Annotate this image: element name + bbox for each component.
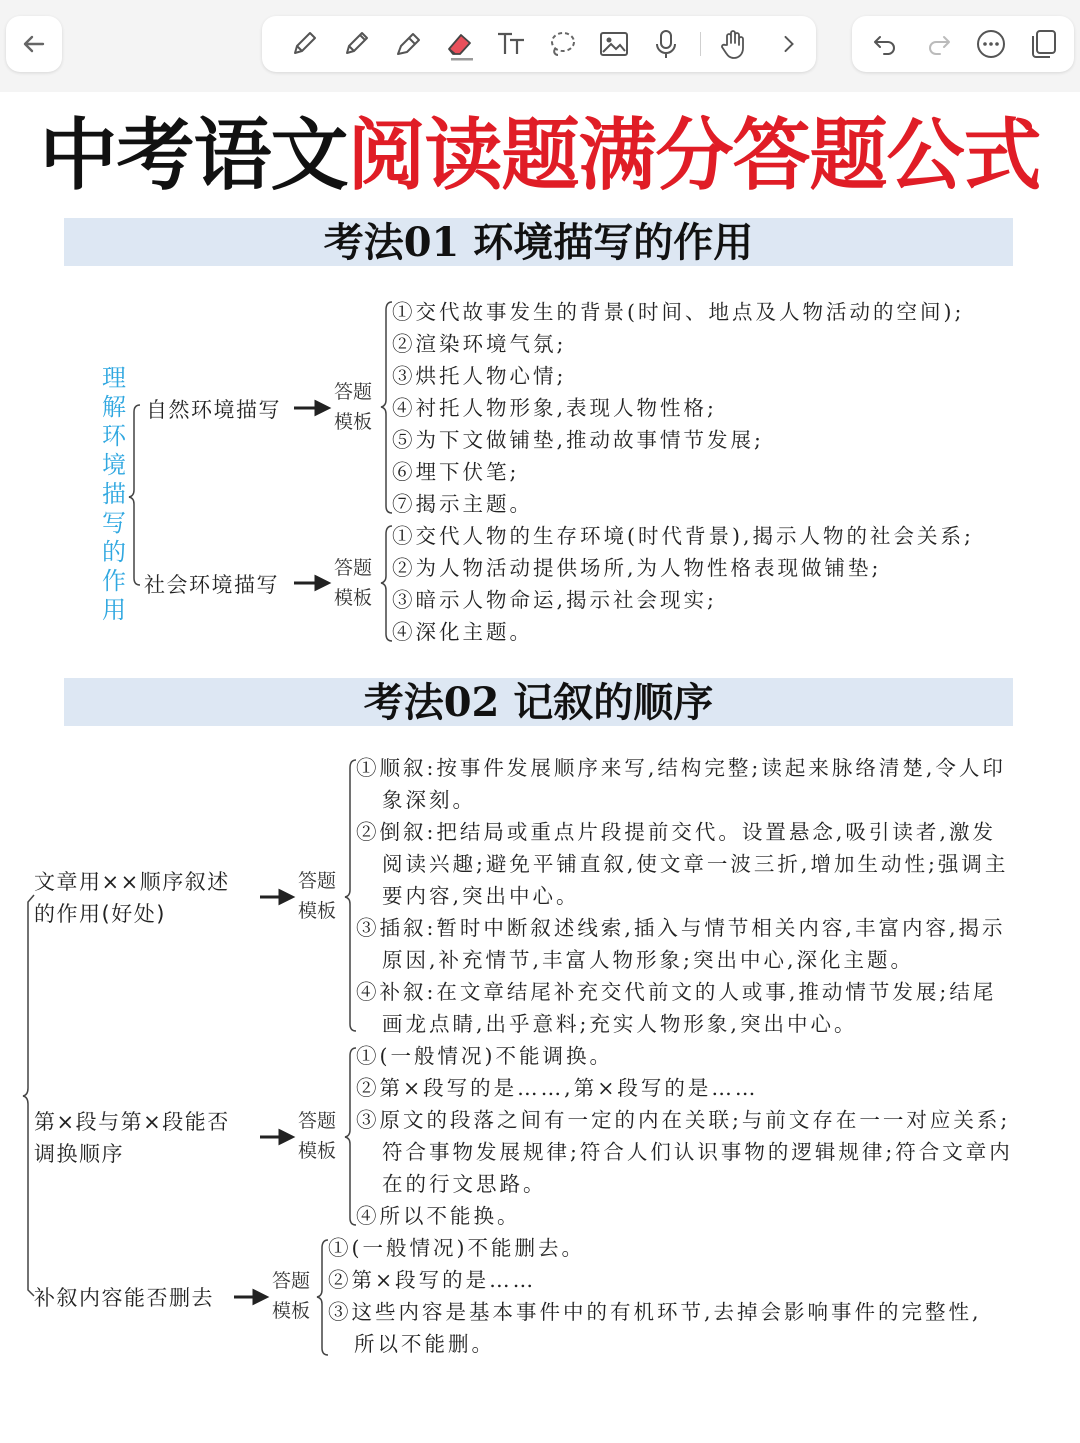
- brace-group3: [317, 1240, 328, 1355]
- group1-label-line1: 文章用××顺序叙述: [34, 870, 230, 894]
- text-line: 画龙点睛,出乎意料;充实人物形象,突出中心。: [382, 1012, 858, 1036]
- side-char: 写: [102, 509, 126, 537]
- brace-section1-main: [129, 405, 140, 585]
- section1-side-label: [98, 364, 130, 625]
- template-word: 答题: [333, 381, 372, 403]
- social-env-label: 社会环境描写: [144, 573, 279, 597]
- side-char: 理: [102, 364, 126, 392]
- template-word: 模板: [271, 1300, 310, 1322]
- template-word: 答题: [297, 1110, 336, 1132]
- text-line: ③原文的段落之间有一定的内在关联;与前文存在一一对应关系;: [356, 1108, 1011, 1132]
- group2-label-line2: 调换顺序: [34, 1142, 124, 1166]
- brace-social: [381, 526, 392, 641]
- text-line: 所以不能删。: [354, 1332, 495, 1356]
- brace-natural: [381, 302, 392, 513]
- list-item: ⑥埋下伏笔;: [392, 460, 520, 484]
- text-line: 象深刻。: [382, 788, 476, 812]
- brace-group1: [345, 760, 356, 1031]
- list-item: ③烘托人物心情;: [392, 364, 567, 388]
- text-line: ③这些内容是基本事件中的有机环节,去掉会影响事件的完整性,: [328, 1300, 982, 1324]
- side-char: 境: [102, 451, 126, 479]
- group2-template-label: [294, 1106, 340, 1166]
- template-word: 模板: [333, 411, 372, 433]
- text-line: ①(一般情况)不能调换。: [356, 1044, 613, 1068]
- brace-group2: [345, 1048, 356, 1225]
- text-line: ①顺叙:按事件发展顺序来写,结构完整;读起来脉络清楚,令人印: [356, 756, 1006, 780]
- template-word: 模板: [297, 1140, 336, 1162]
- title-part-black: 中考语文: [39, 110, 348, 201]
- side-char: 描: [102, 480, 126, 508]
- text-line: ②第×段写的是……,第×段写的是……: [356, 1076, 759, 1100]
- natural-template-label: [330, 377, 376, 437]
- list-item: ③暗示人物命运,揭示社会现实;: [392, 588, 717, 612]
- text-line: ③插叙:暂时中断叙述线索,插入与情节相关内容,丰富内容,揭示: [356, 916, 1006, 940]
- side-char: 作: [102, 567, 126, 595]
- section2-heading-band: [64, 678, 1013, 726]
- text-line: ②第×段写的是……: [328, 1268, 537, 1292]
- side-char: 的: [102, 538, 126, 566]
- title-part-red: 阅读题满分答题公式: [347, 110, 1041, 201]
- brace-section2-main: [23, 895, 34, 1296]
- template-word: 答题: [271, 1270, 310, 1292]
- social-template-label: [330, 553, 376, 613]
- side-char: 解: [102, 393, 126, 421]
- list-item: ②渲染环境气氛;: [392, 332, 567, 356]
- list-item: ①交代人物的生存环境(时代背景),揭示人物的社会关系;: [392, 524, 974, 548]
- side-char: 环: [102, 422, 126, 450]
- group3-template-label: [268, 1266, 314, 1326]
- section1-heading: 考法01 环境描写的作用: [323, 219, 754, 266]
- list-item: ①交代故事发生的背景(时间、地点及人物活动的空间);: [392, 300, 965, 324]
- list-item: ⑦揭示主题。: [392, 492, 533, 516]
- text-line: 要内容,突出中心。: [382, 884, 580, 908]
- group1-label-line2: 的作用(好处): [34, 902, 166, 926]
- list-item: ②为人物活动提供场所,为人物性格表现做铺垫;: [392, 556, 882, 580]
- text-line: 原因,补充情节,丰富人物形象;突出中心,深化主题。: [382, 948, 914, 972]
- text-line: ④所以不能换。: [356, 1204, 521, 1228]
- section2-heading: 考法02 记叙的顺序: [363, 679, 714, 726]
- template-word: 答题: [333, 557, 372, 579]
- text-line: 在的行文思路。: [382, 1172, 547, 1196]
- group1-template-label: [294, 866, 340, 926]
- text-line: 符合事物发展规律;符合人们认识事物的逻辑规律;符合文章内: [382, 1140, 1013, 1164]
- template-word: 答题: [297, 870, 336, 892]
- text-line: ②倒叙:把结局或重点片段提前交代。设置悬念,吸引读者,激发: [356, 820, 996, 844]
- group3-label: 补叙内容能否删去: [34, 1286, 214, 1310]
- list-item: ④衬托人物形象,表现人物性格;: [392, 396, 717, 420]
- group2-label-line1: 第×段与第×段能否: [34, 1110, 230, 1134]
- text-line: ①(一般情况)不能删去。: [328, 1236, 585, 1260]
- template-word: 模板: [297, 900, 336, 922]
- list-item: ⑤为下文做铺垫,推动故事情节发展;: [392, 428, 764, 452]
- list-item: ④深化主题。: [392, 620, 533, 644]
- text-line: ④补叙:在文章结尾补充交代前文的人或事,推动情节发展;结尾: [356, 980, 997, 1004]
- side-char: 用: [102, 596, 126, 624]
- template-word: 模板: [333, 587, 372, 609]
- text-line: 阅读兴趣;避免平铺直叙,使文章一波三折,增加生动性;强调主: [382, 852, 1009, 876]
- natural-env-label: 自然环境描写: [146, 398, 281, 422]
